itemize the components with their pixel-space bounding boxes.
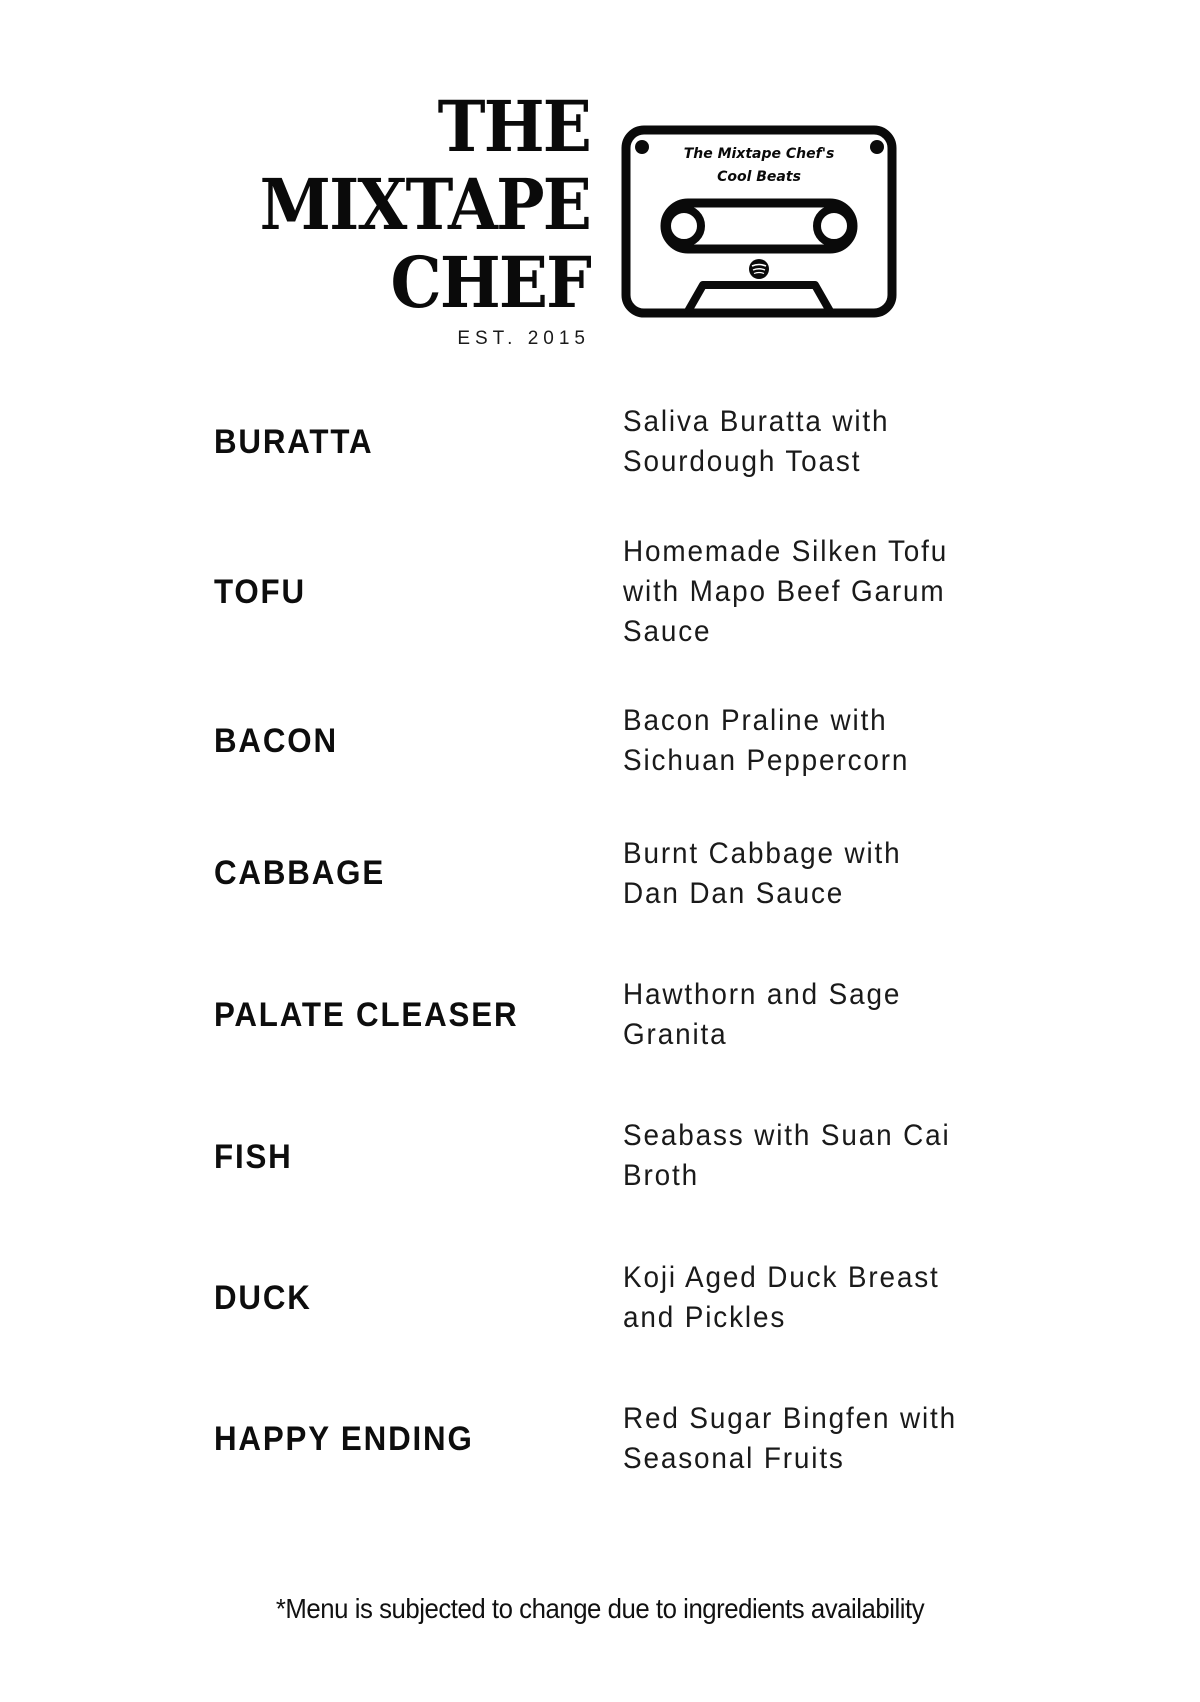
course-name: BURATTA (214, 423, 374, 461)
title-line-2: MIXTAPE (259, 163, 590, 246)
dish-line: Sichuan Peppercorn (623, 744, 910, 777)
spotify-icon (749, 259, 769, 279)
dish-line: Homemade Silken Tofu (623, 535, 949, 568)
dish-line: Koji Aged Duck Breast (623, 1261, 940, 1294)
dish-line: Sauce (623, 615, 712, 648)
dish-line: with Mapo Beef Garum (623, 575, 946, 608)
title-line-3: CHEF (390, 241, 590, 324)
dish-line: Bacon Praline with (623, 704, 888, 737)
dish-line: Seabass with Suan Cai (623, 1119, 951, 1152)
dish-description (623, 834, 1014, 914)
course-name: FISH (214, 1138, 293, 1176)
dish-line: Burnt Cabbage with (623, 837, 902, 870)
course-name: TOFU (214, 573, 306, 611)
dish-description (623, 701, 1014, 781)
cassette-label-line2: Cool Beats (717, 169, 801, 185)
course-name: BACON (214, 722, 338, 760)
course-name: HAPPY ENDING (214, 1420, 474, 1458)
dish-description (623, 975, 1014, 1055)
dish-line: Hawthorn and Sage (623, 978, 902, 1011)
dish-line: Granita (623, 1018, 728, 1051)
dish-line: Red Sugar Bingfen with (623, 1402, 958, 1435)
title-line-1: THE (437, 85, 590, 168)
dish-line: and Pickles (623, 1301, 787, 1334)
dish-line: Saliva Buratta with (623, 405, 890, 438)
availability-note: *Menu is subjected to change due to ingredients availability (275, 1593, 925, 1624)
dish-line: Dan Dan Sauce (623, 877, 845, 910)
dish-description (623, 532, 1014, 652)
course-name: PALATE CLEASER (214, 996, 519, 1034)
course-name: CABBAGE (214, 854, 386, 892)
cassette-tape-icon (621, 125, 897, 318)
restaurant-title (230, 85, 590, 324)
dish-line: Sourdough Toast (623, 445, 862, 478)
established-year: EST. 2015 (457, 328, 590, 349)
dish-description (623, 1116, 1014, 1196)
cassette-label-line1: The Mixtape Chef's (683, 146, 835, 162)
dish-description (623, 402, 1014, 482)
dish-description (623, 1399, 1014, 1479)
course-name: DUCK (214, 1279, 312, 1317)
dish-line: Seasonal Fruits (623, 1442, 845, 1475)
dish-line: Broth (623, 1159, 699, 1192)
dish-description (623, 1258, 1014, 1338)
